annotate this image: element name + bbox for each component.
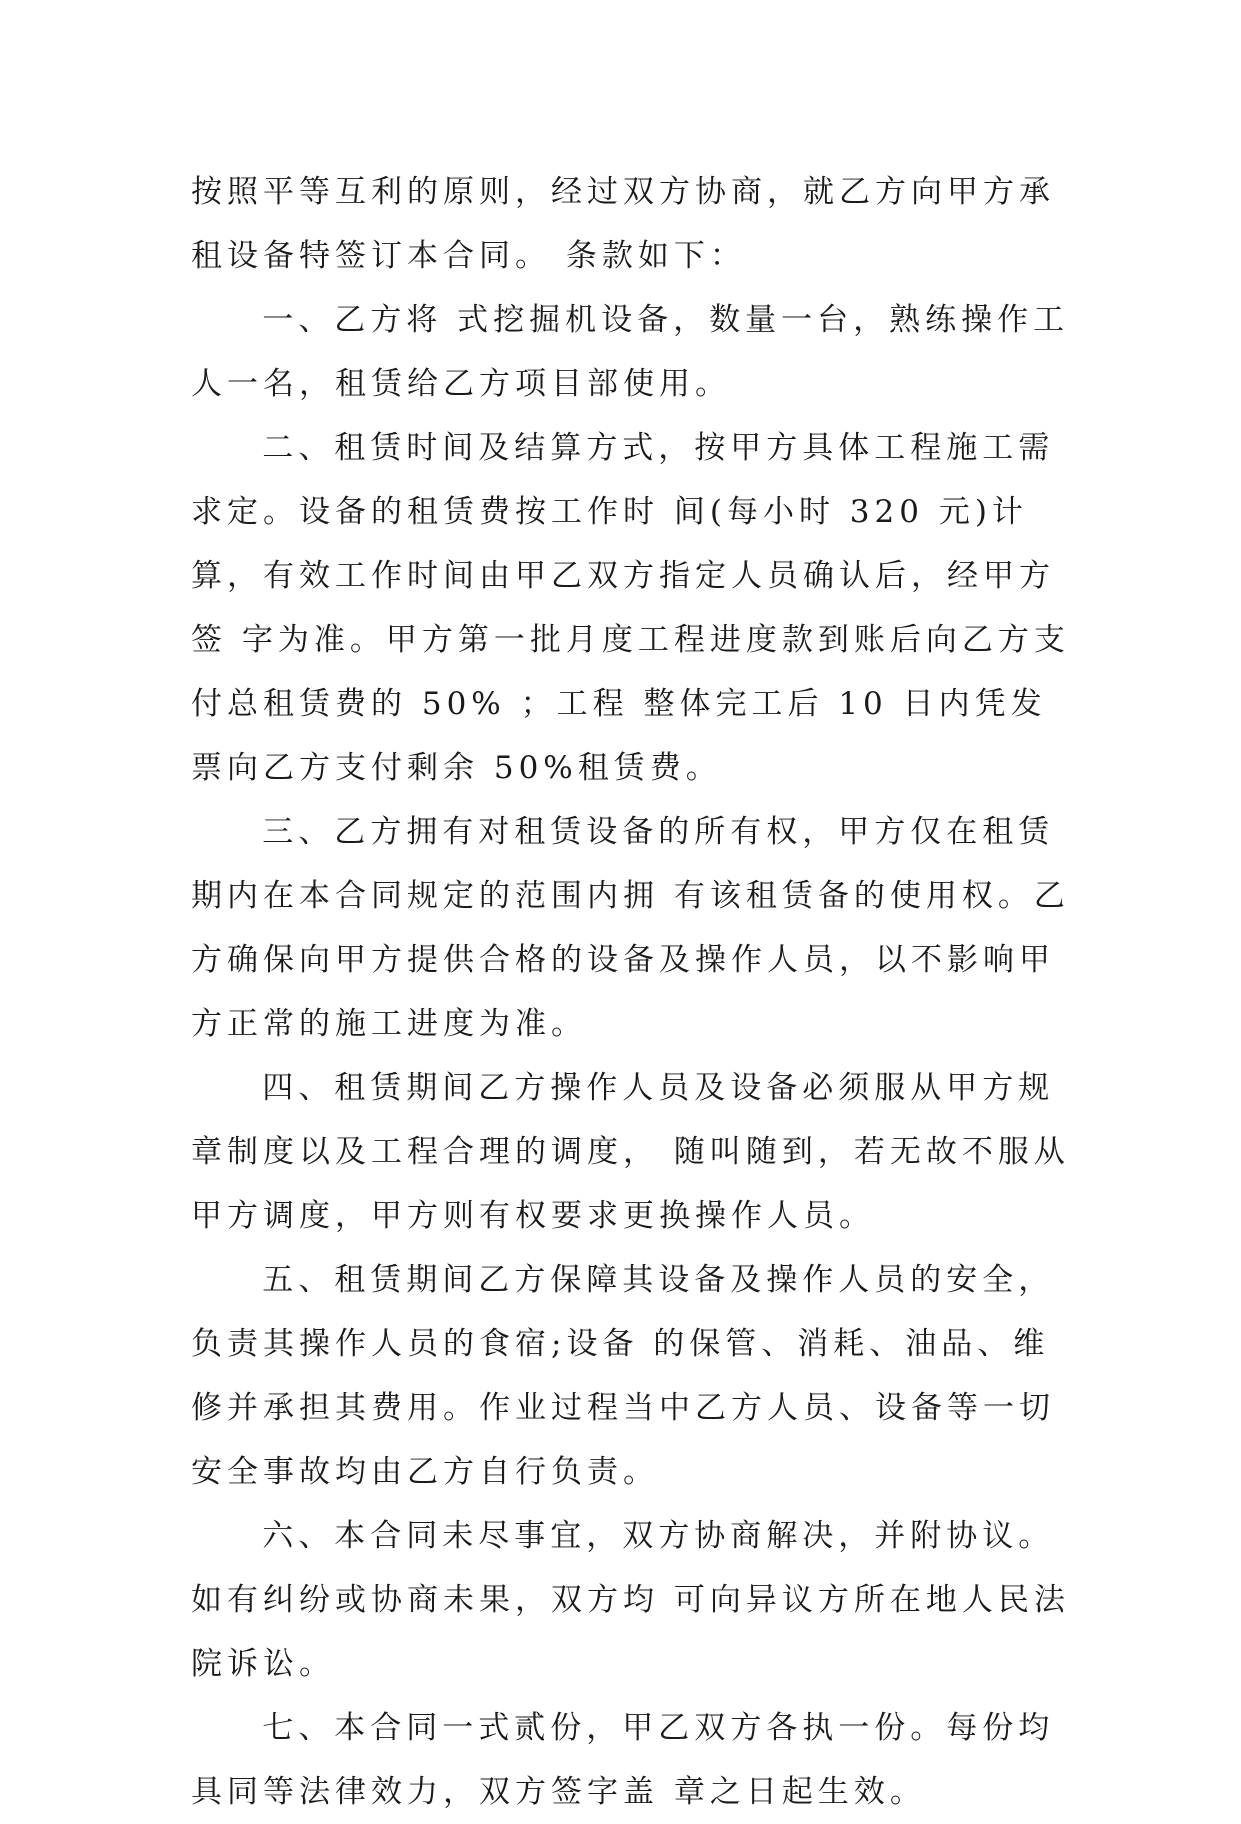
clause-1-paragraph: 一、乙方将 式挖掘机设备，数量一台，熟练操作工人一名，租赁给乙方项目部使用。 [191,302,1070,402]
clause-5-paragraph: 五、租赁期间乙方保障其设备及操作人员的安全，负责其操作人员的食宿;设备 的保管、消耗、油品、维修并承担其费用。作业过程当中乙方人员、设备等一切 安全事故均由乙方自行负责。 [191,1262,1055,1490]
clause-2-paragraph: 二、租赁时间及结算方式，按甲方具体工程施工需求定。设备的租赁费按工作时 间(每小时 320 元)计算，有效工作时间由甲乙双方指定人员确认后，经甲方签 字为准。甲方第一批月度工程进度款到账后向乙方支付总租赁费的 50% ；工程 整体完工后 10 日内凭发票向乙方支付剩余 50%租赁费。 [191,430,1070,786]
clause-6-paragraph: 六、本合同未尽事宜，双方协商解决，并附协议。如有纠纷或协商未果，双方均 可向异议方所在地人民法院诉讼。 [191,1518,1070,1682]
clause-4-paragraph: 四、租赁期间乙方操作人员及设备必须服从甲方规章制度以及工程合理的调度， 随叫随到，若无故不服从甲方调度，甲方则有权要求更换操作人员。 [191,1070,1070,1234]
clause-7-paragraph: 七、本合同一式贰份，甲乙双方各执一份。每份均具同等法律效力，双方签字盖 章之日起生效。 [191,1710,1055,1810]
contract-intro-paragraph: 按照平等互利的原则，经过双方协商，就乙方向甲方承租设备特签订本合同。 条款如下： [191,174,1055,274]
clause-3-paragraph: 三、乙方拥有对租赁设备的所有权，甲方仅在租赁期内在本合同规定的范围内拥 有该租赁备的使用权。乙方确保向甲方提供合格的设备及操作人员，以不影响甲 方正常的施工进度为准。 [191,814,1070,1042]
contract-body [191,160,1071,1824]
